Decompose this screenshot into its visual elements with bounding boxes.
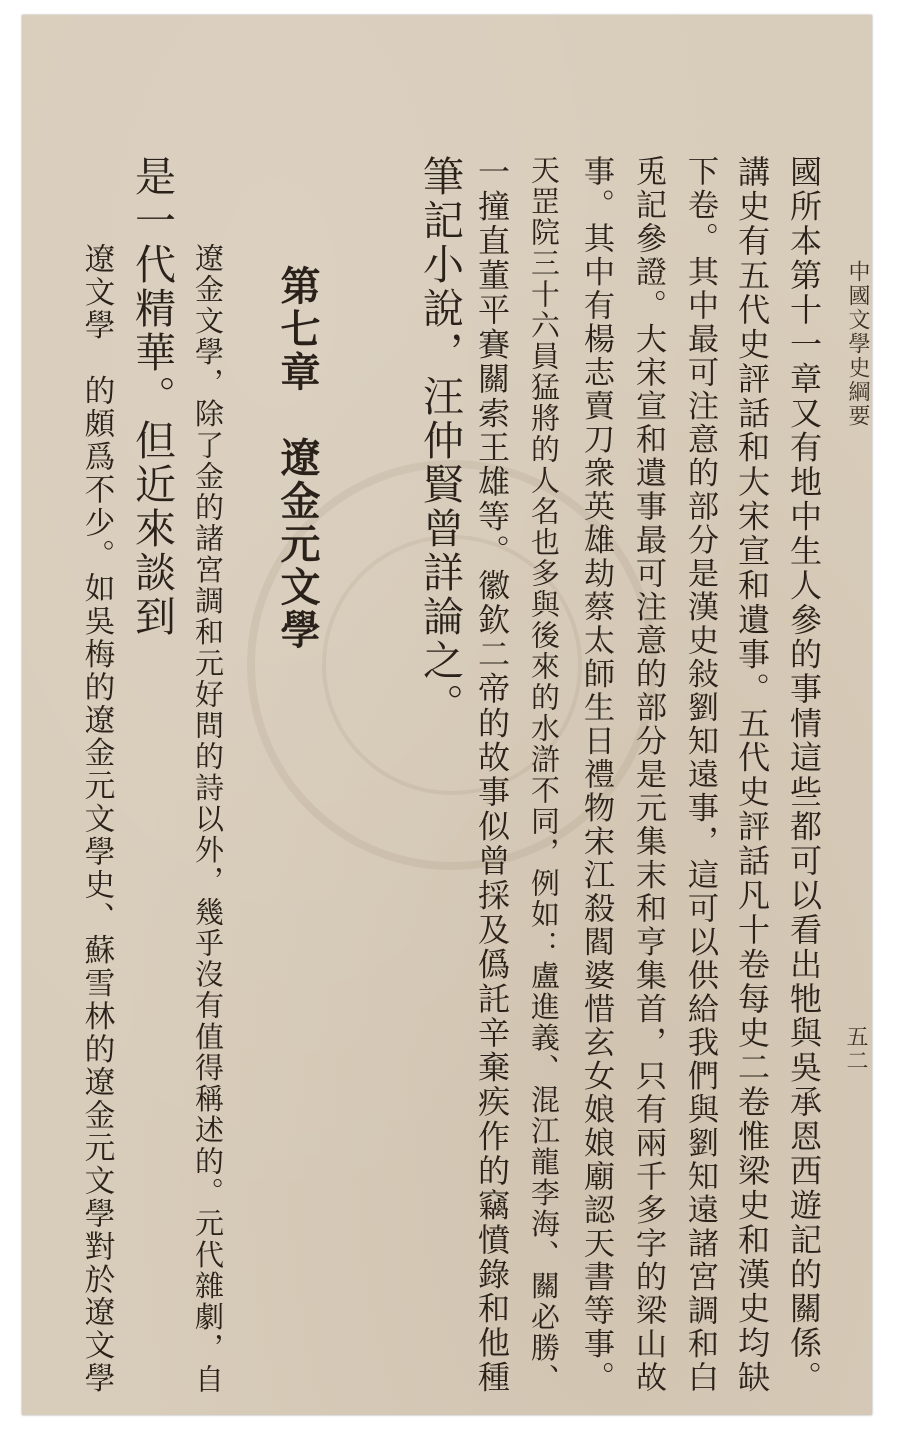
text-line-1: 國所本第十一章又有地中生人參的事情這些都可以看出牠與吳承恩西遊記的關係。	[785, 155, 823, 1395]
running-title: 中國文學史綱要	[845, 260, 870, 428]
text-line-2: 講史有五代史評話和大宋宣和遺事。五代史評話凡十卷每史二卷惟梁史和漢史均缺	[733, 155, 771, 1395]
text-line-9: 遼金文學，除了金的諸宮調和元好問的詩以外，幾乎沒有值得稱述的。元代雜劇，自	[191, 243, 225, 1395]
text-line-6: 天罡院三十六員猛將的人名也多與後來的水滸不同，例如：盧進義、混江龍李海、關必勝、	[527, 155, 561, 1395]
text-line-3: 下卷。其中最可注意的部分是漢史敍劉知遠事，這可以供給我們與劉知遠諸宮調和白	[682, 155, 718, 1395]
text-line-11: 遼文學 的頗爲不少。如吳梅的遼金元文學史、蘇雪林的遼金元文學對於遼文學	[79, 243, 114, 1395]
text-line-5: 事。其中有楊志賣刀衆英雄劫蔡太師生日禮物宋江殺閻婆惜玄女娘娘廟認天書等事。	[578, 155, 614, 1395]
text-line-10: 是一代精華。但近來談到	[128, 155, 176, 639]
text-line-4: 兎記參證。大宋宣和遺事最可注意的部分是元集末和亨集首，只有兩千多字的梁山故	[630, 155, 666, 1395]
book-page	[22, 15, 872, 1415]
text-line-7: 一撞直董平賽關索王雄等。徽欽二帝的故事似曾採及僞託辛棄疾作的竊憤錄和他種	[473, 155, 511, 1395]
chapter-title: 第七章 遼金元文學	[274, 265, 321, 652]
text-line-8: 筆記小說，汪仲賢曾詳論之。	[416, 155, 464, 727]
page-number: 五二	[843, 1025, 868, 1073]
